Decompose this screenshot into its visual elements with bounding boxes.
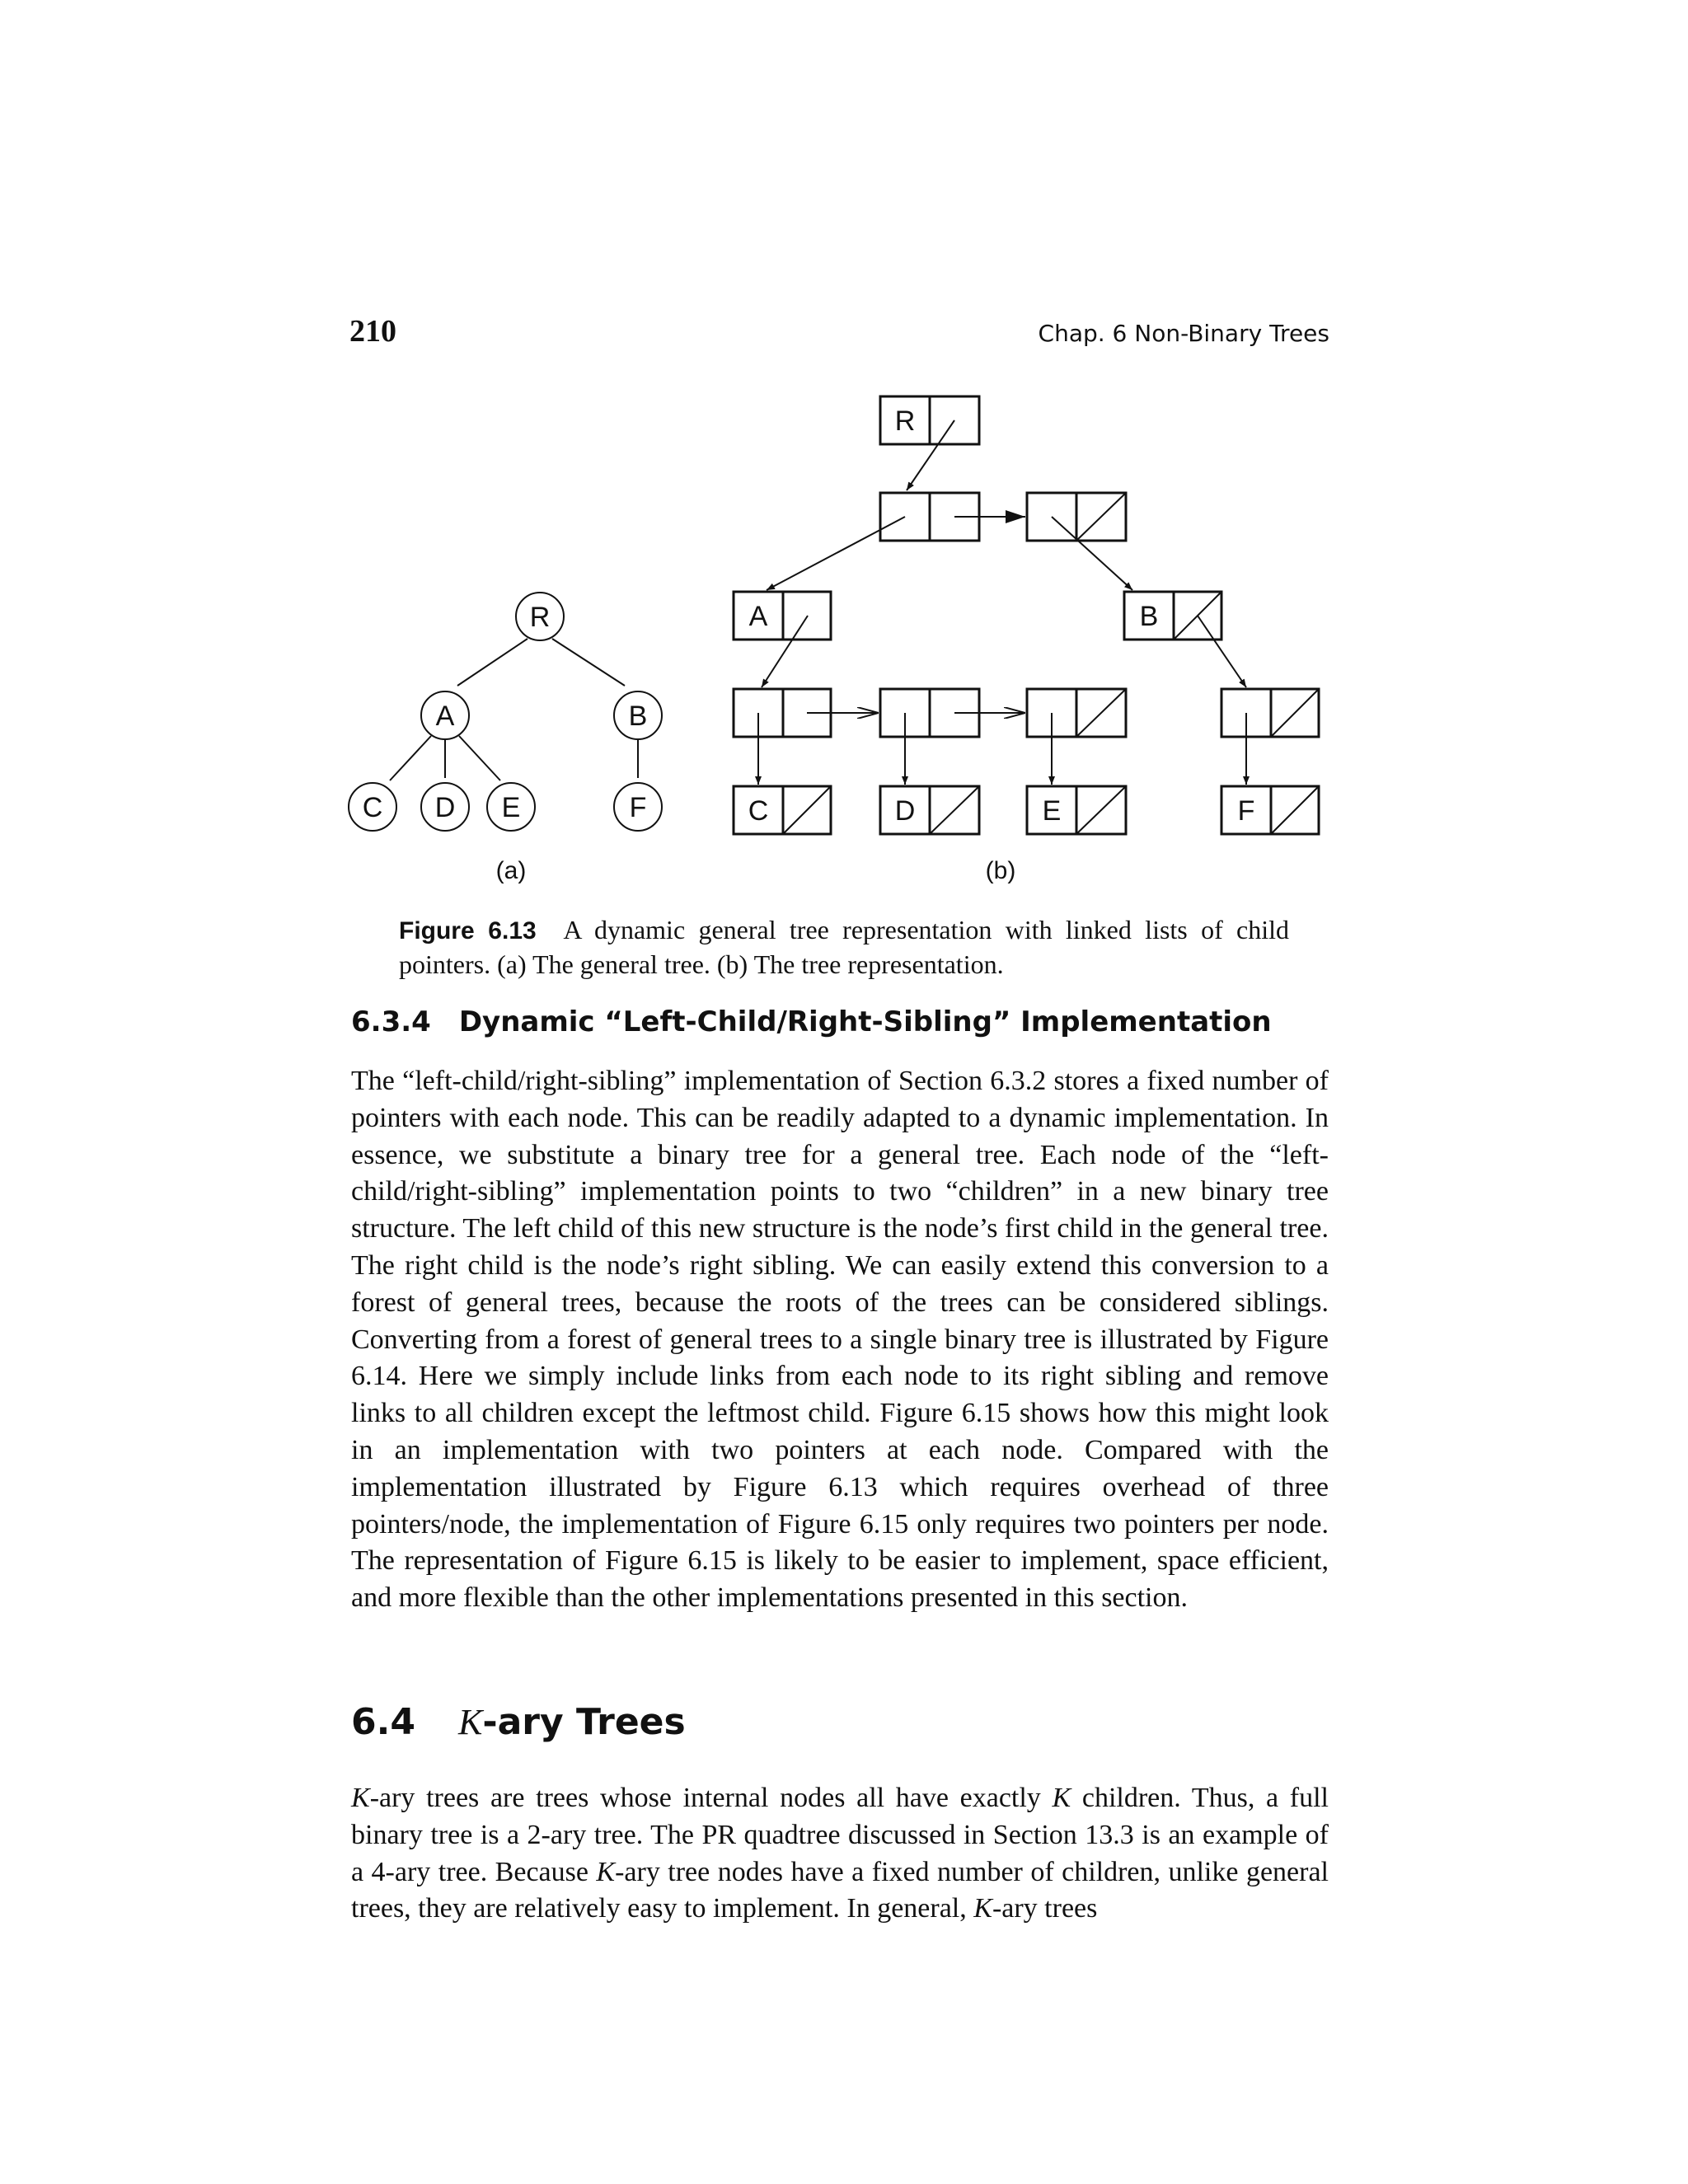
tree-node-label: R (529, 602, 551, 633)
math-k: K (351, 1783, 370, 1813)
math-k: K (973, 1893, 992, 1924)
null-slash (930, 786, 979, 834)
text-run: children. Thus, a full binary tree is a 2-ary tree. The PR quadtree discussed in Section 13.3 is an example of a 4-ary tree. Because (351, 1783, 1329, 1887)
text-run: -ary trees (992, 1893, 1098, 1924)
subsection-title: Dynamic “Left-Child/Right-Sibling” Implementation (458, 1005, 1272, 1038)
body-paragraph: The “left-child/right-sibling” implementation of Section 6.3.2 stores a fixed number of pointers with each node. This can be readily adapted to a dynamic implementation. In essence, we substitute a binary tree for a general tree. Each node of the “left-child/right-sibling” implementation points to two “children” in a new binary tree structure. The left child of this new structure is the node’s first child in the general tree. The right child is the node’s right sibling. We can easily extend this conversion to a forest of general trees, because the roots of the trees can be considered siblings. Converting from a forest of general trees to a single binary tree is illustrated by Figure 6.14. Here we simply include links from each node to its right sibling and remove links to all children except the leftmost child. Figure 6.15 shows how this might look in an implementation with two pointers at each node. Compared with the implementation illustrated by Figure 6.13 which requires overhead of three pointers/node, the implementation of Figure 6.15 only requires two pointers per node. The representation of Figure 6.15 is likely to be easier to implement, space efficient, and more flexible than the other implementations presented in this section. (351, 1066, 1329, 1614)
pointer-to-a (767, 517, 905, 590)
section-heading (351, 1701, 686, 1743)
null-slash (783, 786, 831, 834)
tree-node-label: A (435, 701, 455, 732)
pointer-a-to-list (762, 616, 808, 687)
null-slash (1271, 689, 1319, 737)
caption-text: A dynamic general tree representation with linked lists of child pointers. (a) The general tree. (b) The tree representation. (399, 915, 1290, 979)
text-run: -ary trees are trees whose internal nodes all have exactly (369, 1783, 1053, 1813)
edge-r-a (457, 639, 528, 686)
panel-b-label: (b) (985, 857, 1016, 884)
math-k: K (1052, 1783, 1071, 1813)
body-paragraph (351, 1780, 1329, 1928)
pointer-to-b (1052, 517, 1132, 590)
record-label: F (1237, 795, 1255, 827)
subsection-heading (351, 1005, 1272, 1038)
record-label: R (894, 405, 916, 437)
math-k: K (596, 1856, 616, 1887)
caption-label: Figure 6.13 (399, 917, 537, 944)
list-representation (734, 396, 1319, 834)
page-number: 210 (349, 314, 396, 349)
record-label: B (1139, 601, 1159, 632)
edge-r-b (552, 639, 625, 686)
null-slash (1076, 493, 1126, 541)
edge-a-c (390, 736, 431, 780)
tree-node-label: B (628, 701, 648, 732)
section-k: K (457, 1702, 483, 1742)
null-slash (1076, 689, 1126, 737)
running-head: Chap. 6 Non-Binary Trees (1038, 320, 1329, 347)
record-label: D (894, 795, 916, 827)
tree-node-label: C (362, 792, 383, 823)
null-slash (1271, 786, 1319, 834)
edge-a-e (459, 736, 500, 780)
text-run: -ary tree nodes have a fixed number of children, unlike general trees, they are relatively easy to implement. In general, (351, 1856, 1329, 1924)
tree-node-label: D (434, 792, 456, 823)
record-label: C (748, 795, 769, 827)
panel-a-label: (a) (495, 857, 527, 884)
section-number: 6.4 (351, 1701, 415, 1743)
subsection-number: 6.3.4 (351, 1005, 431, 1038)
tree-node-label: F (629, 792, 647, 823)
tree-node-label: E (501, 792, 521, 823)
section-title: -ary Trees (482, 1701, 686, 1743)
record-label: E (1042, 795, 1062, 827)
null-slash (1076, 786, 1126, 834)
figure-6-13 (0, 0, 1688, 907)
record-label: A (748, 601, 768, 632)
figure-caption (399, 913, 1289, 981)
